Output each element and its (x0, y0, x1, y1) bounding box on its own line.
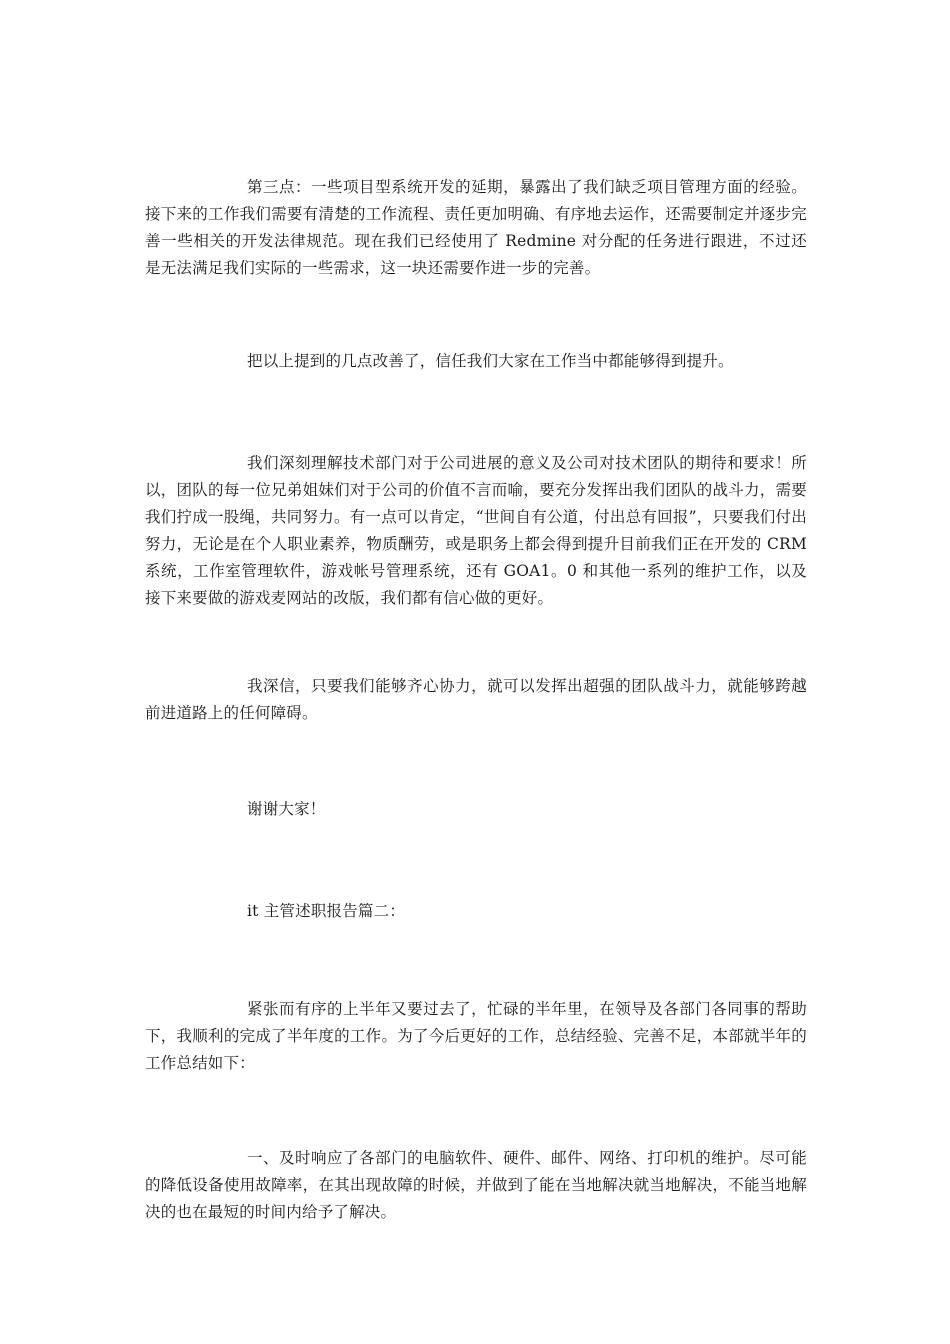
section-heading-part-two: it 主管述职报告篇二： (247, 902, 406, 920)
paragraph-team-expectation: 我们深刻理解技术部门对于公司进展的意义及公司对技术团队的期待和要求！所以，团队的每一位兄弟姐妹们对于公司的价值不言而喻，要充分发挥出我们团队的战斗力，需要我们拧成一股绳，共同努力。有一点可以肯定，“世间自有公道，付出总有回报”，只要我们付出努力，无论是在个人职业素养，物质酬劳，或是职务上都会得到提升目前我们正在开发的 CRM 系统，工作室管理软件，游戏帐号管理系统，还有 GOA1。0 和其他一系列的维护工作，以及接下来要做的游戏麦网站的改版，我们都有信心做的更好。 (145, 454, 807, 607)
paragraph-confidence: 我深信，只要我们能够齐心协力，就可以发挥出超强的团队战斗力，就能够跨越前进道路上的任何障碍。 (145, 677, 807, 722)
paragraph-half-year-intro: 紧张而有序的上半年又要过去了，忙碌的半年里，在领导及各部门各同事的帮助下，我顺利的完成了半年度的工作。为了今后更好的工作，总结经验、完善不足，本部就半年的工作总结如下： (145, 1000, 807, 1072)
paragraph-item-one: 一、及时响应了各部门的电脑软件、硬件、邮件、网络、打印机的维护。尽可能的降低设备使用故障率，在其出现故障的时候，并做到了能在当地解决就当地解决，不能当地解决的也在最短的时间内给予了解决。 (145, 1149, 807, 1221)
paragraph-thanks: 谢谢大家！ (247, 800, 326, 818)
paragraph-project-management: 第三点：一些项目型系统开发的延期，暴露出了我们缺乏项目管理方面的经验。接下来的工作我们需要有清楚的工作流程、责任更加明确、有序地去运作，还需要制定并逐步完善一些相关的开发法律规范。现在我们已经使用了 Redmine 对分配的任务进行跟进，不过还是无法满足我们实际的一些需求，这一块还需要作进一步的完善。 (145, 178, 807, 277)
paragraph-improvement: 把以上提到的几点改善了，信任我们大家在工作当中都能够得到提升。 (247, 352, 734, 370)
